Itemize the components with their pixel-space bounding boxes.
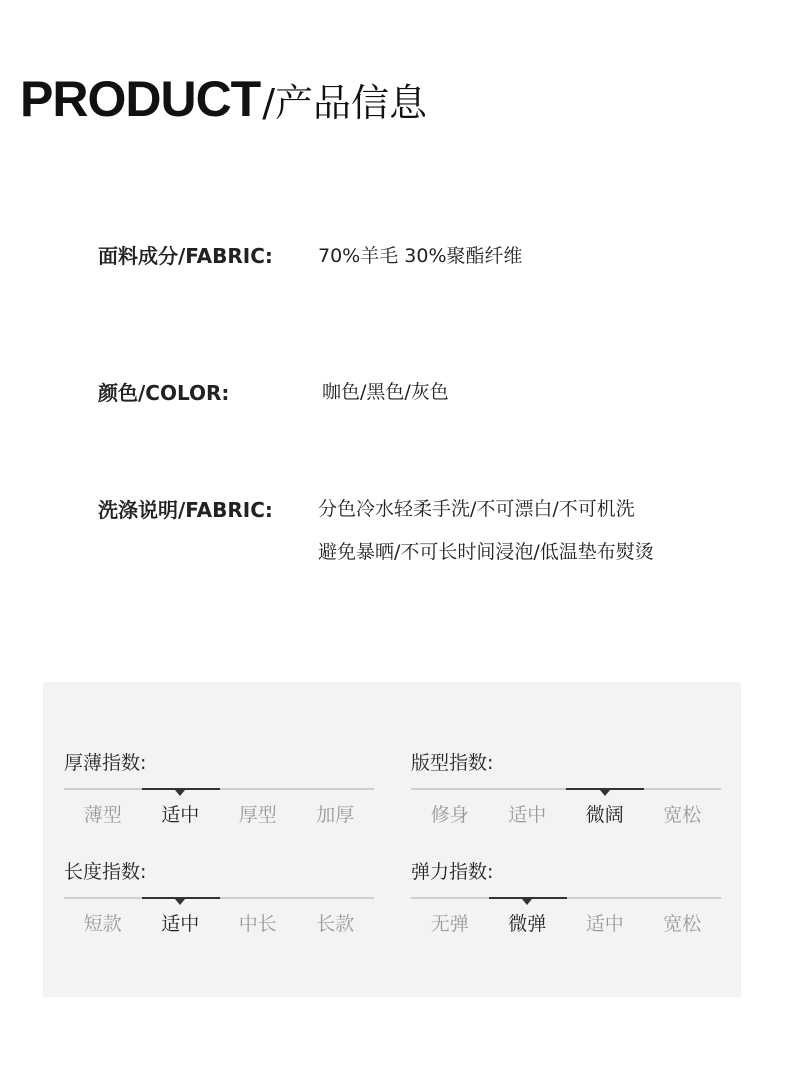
thickness-index-arrow-icon bbox=[175, 790, 185, 796]
stretch-index-options bbox=[411, 909, 721, 936]
thickness-option-thin: 薄型 bbox=[83, 804, 122, 826]
stretch-index-title: 弹力指数: bbox=[411, 861, 494, 883]
care-value-line1: 分色冷水轻柔手洗/不可漂白/不可机洗 bbox=[318, 498, 635, 520]
stretch-option-loose: 宽松 bbox=[663, 913, 702, 935]
fit-index-arrow-icon bbox=[600, 790, 610, 796]
fit-index-options bbox=[411, 800, 721, 827]
color-label: 颜色/COLOR: bbox=[98, 381, 230, 405]
length-option-regular: 适中 bbox=[161, 913, 200, 935]
care-value-line2: 避免暴晒/不可长时间浸泡/低温垫布熨烫 bbox=[318, 541, 654, 563]
length-option-long: 长款 bbox=[316, 913, 355, 935]
stretch-index-arrow-icon bbox=[522, 899, 532, 905]
color-value: 咖色/黑色/灰色 bbox=[322, 381, 449, 403]
length-index-options bbox=[64, 909, 374, 936]
index-panel bbox=[43, 682, 741, 997]
fabric-value: 70%羊毛 30%聚酯纤维 bbox=[318, 245, 523, 267]
length-option-short: 短款 bbox=[83, 913, 122, 935]
thickness-option-medium: 适中 bbox=[161, 804, 200, 826]
thickness-index-options bbox=[64, 800, 374, 827]
fit-index-track bbox=[411, 788, 721, 790]
page-title bbox=[20, 70, 427, 128]
fit-option-slim: 修身 bbox=[430, 804, 469, 826]
thickness-index-title: 厚薄指数: bbox=[64, 752, 147, 774]
stretch-option-none: 无弹 bbox=[430, 913, 469, 935]
fit-option-relaxed: 微阔 bbox=[585, 804, 624, 826]
length-index-track bbox=[64, 897, 374, 899]
page-title-main: PRODUCT bbox=[20, 71, 261, 127]
page-title-sub: /产品信息 bbox=[262, 81, 428, 125]
care-label: 洗涤说明/FABRIC: bbox=[98, 498, 273, 522]
fit-option-regular: 适中 bbox=[508, 804, 547, 826]
length-option-mid-long: 中长 bbox=[238, 913, 277, 935]
length-index-arrow-icon bbox=[175, 899, 185, 905]
fit-option-loose: 宽松 bbox=[663, 804, 702, 826]
thickness-option-thick: 厚型 bbox=[238, 804, 277, 826]
stretch-index-track bbox=[411, 897, 721, 899]
thickness-index-track bbox=[64, 788, 374, 790]
thickness-option-extra-thick: 加厚 bbox=[316, 804, 355, 826]
fit-index-title: 版型指数: bbox=[411, 752, 494, 774]
fabric-label: 面料成分/FABRIC: bbox=[98, 244, 273, 268]
length-index-title: 长度指数: bbox=[64, 861, 147, 883]
stretch-option-slight: 微弹 bbox=[508, 913, 547, 935]
stretch-option-moderate: 适中 bbox=[585, 913, 624, 935]
